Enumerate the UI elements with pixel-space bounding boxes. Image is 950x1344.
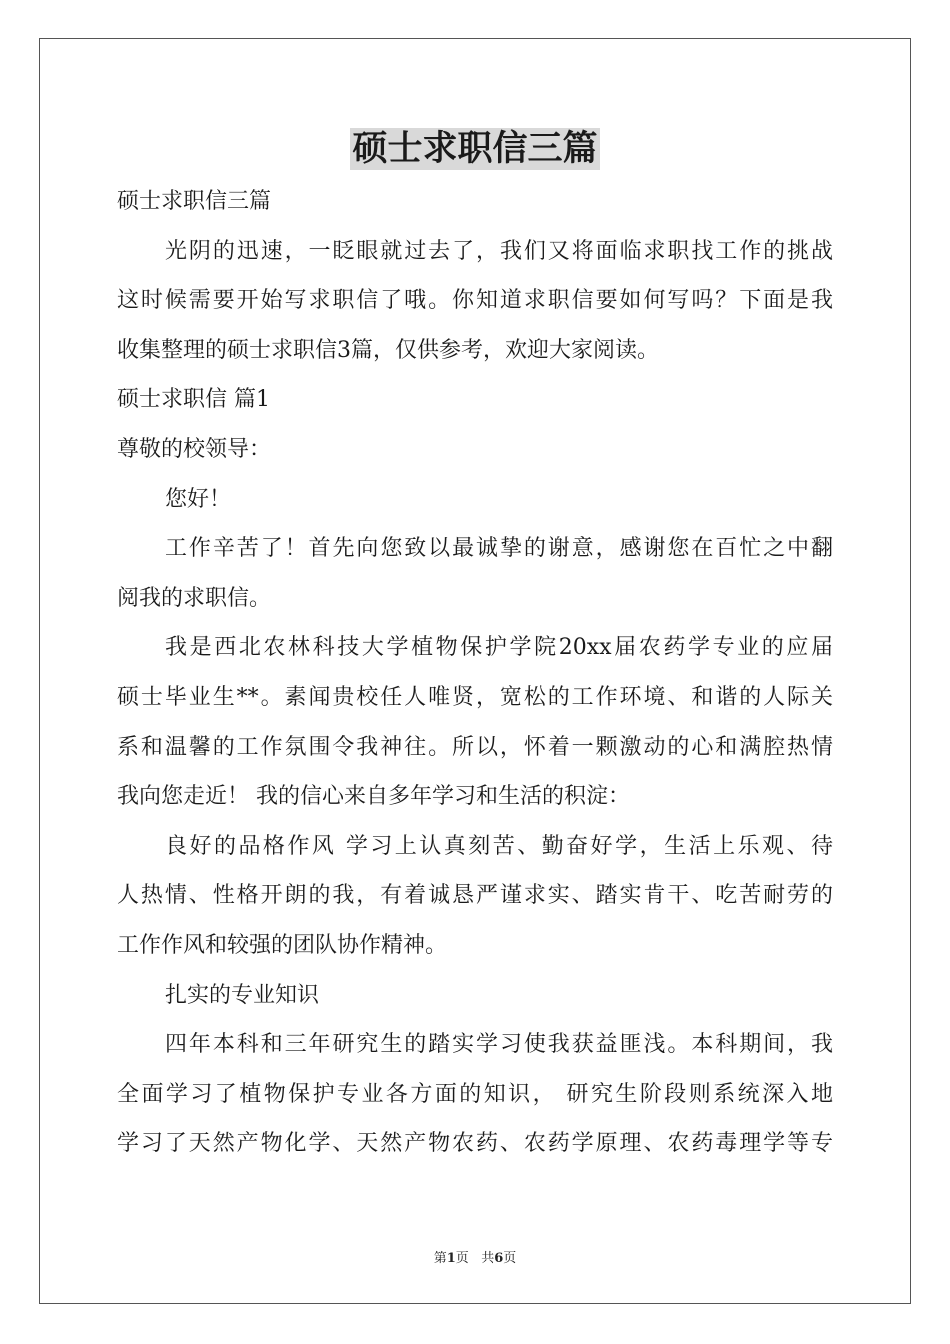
text-line: 四年本科和三年研究生的踏实学习使我获益匪浅。本科期间，我: [165, 1032, 833, 1058]
footer-total-pages: 6: [494, 1251, 504, 1266]
footer-total-suffix: 页: [503, 1251, 517, 1266]
text-line: 良好的品格作风 学习上认真刻苦、勤奋好学，生活上乐观、待: [165, 833, 833, 859]
footer-page-number: 1: [446, 1251, 456, 1266]
text-line: 硕士求职信三篇: [117, 189, 272, 214]
text-line: 工作辛苦了！首先向您致以最诚挚的谢意，感谢您在百忙之中翻: [165, 536, 833, 562]
text-line: 我向您走近！ 我的信心来自多年学习和生活的积淀：: [117, 784, 630, 810]
footer-page-prefix: 第: [433, 1251, 447, 1266]
text-line: 硕士求职信 篇1: [117, 387, 270, 413]
text-line: 全面学习了植物保护专业各方面的知识， 研究生阶段则系统深入地: [117, 1081, 833, 1107]
text-line: 扎实的专业知识: [165, 982, 320, 1008]
text-line: 学习了天然产物化学、天然产物农药、农药学原理、农药毒理学等专: [117, 1131, 833, 1157]
text-line: 系和温馨的工作氛围令我神往。所以，怀着一颗激动的心和满腔热情: [117, 734, 833, 760]
text-line: 您好！: [165, 486, 232, 512]
footer-total-prefix: 共: [481, 1251, 495, 1266]
text-line: 我是西北农林科技大学植物保护学院20xx届农药学专业的应届: [165, 635, 833, 661]
text-line: 人热情、性格开朗的我，有着诚恳严谨求实、踏实肯干、吃苦耐劳的: [117, 883, 833, 909]
text-line: 工作作风和较强的团队协作精神。: [117, 932, 448, 958]
text-line: 光阴的迅速，一眨眼就过去了，我们又将面临求职找工作的挑战: [165, 238, 833, 264]
title-container: [0, 128, 950, 170]
text-line: 收集整理的硕士求职信3篇，仅供参考，欢迎大家阅读。: [117, 337, 659, 363]
text-line: 硕士毕业生**。素闻贵校任人唯贤，宽松的工作环境、和谐的人际关: [117, 684, 833, 710]
text-line: 尊敬的校领导：: [117, 436, 272, 462]
document-body: [117, 177, 833, 1169]
text-line: 这时候需要开始写求职信了哦。你知道求职信要如何写吗？下面是我: [117, 288, 833, 314]
footer-page-suffix: 页: [455, 1251, 469, 1266]
document-title: 硕士求职信三篇: [352, 128, 598, 169]
text-line: 阅我的求职信。: [117, 585, 272, 611]
page-footer: [0, 1247, 950, 1266]
